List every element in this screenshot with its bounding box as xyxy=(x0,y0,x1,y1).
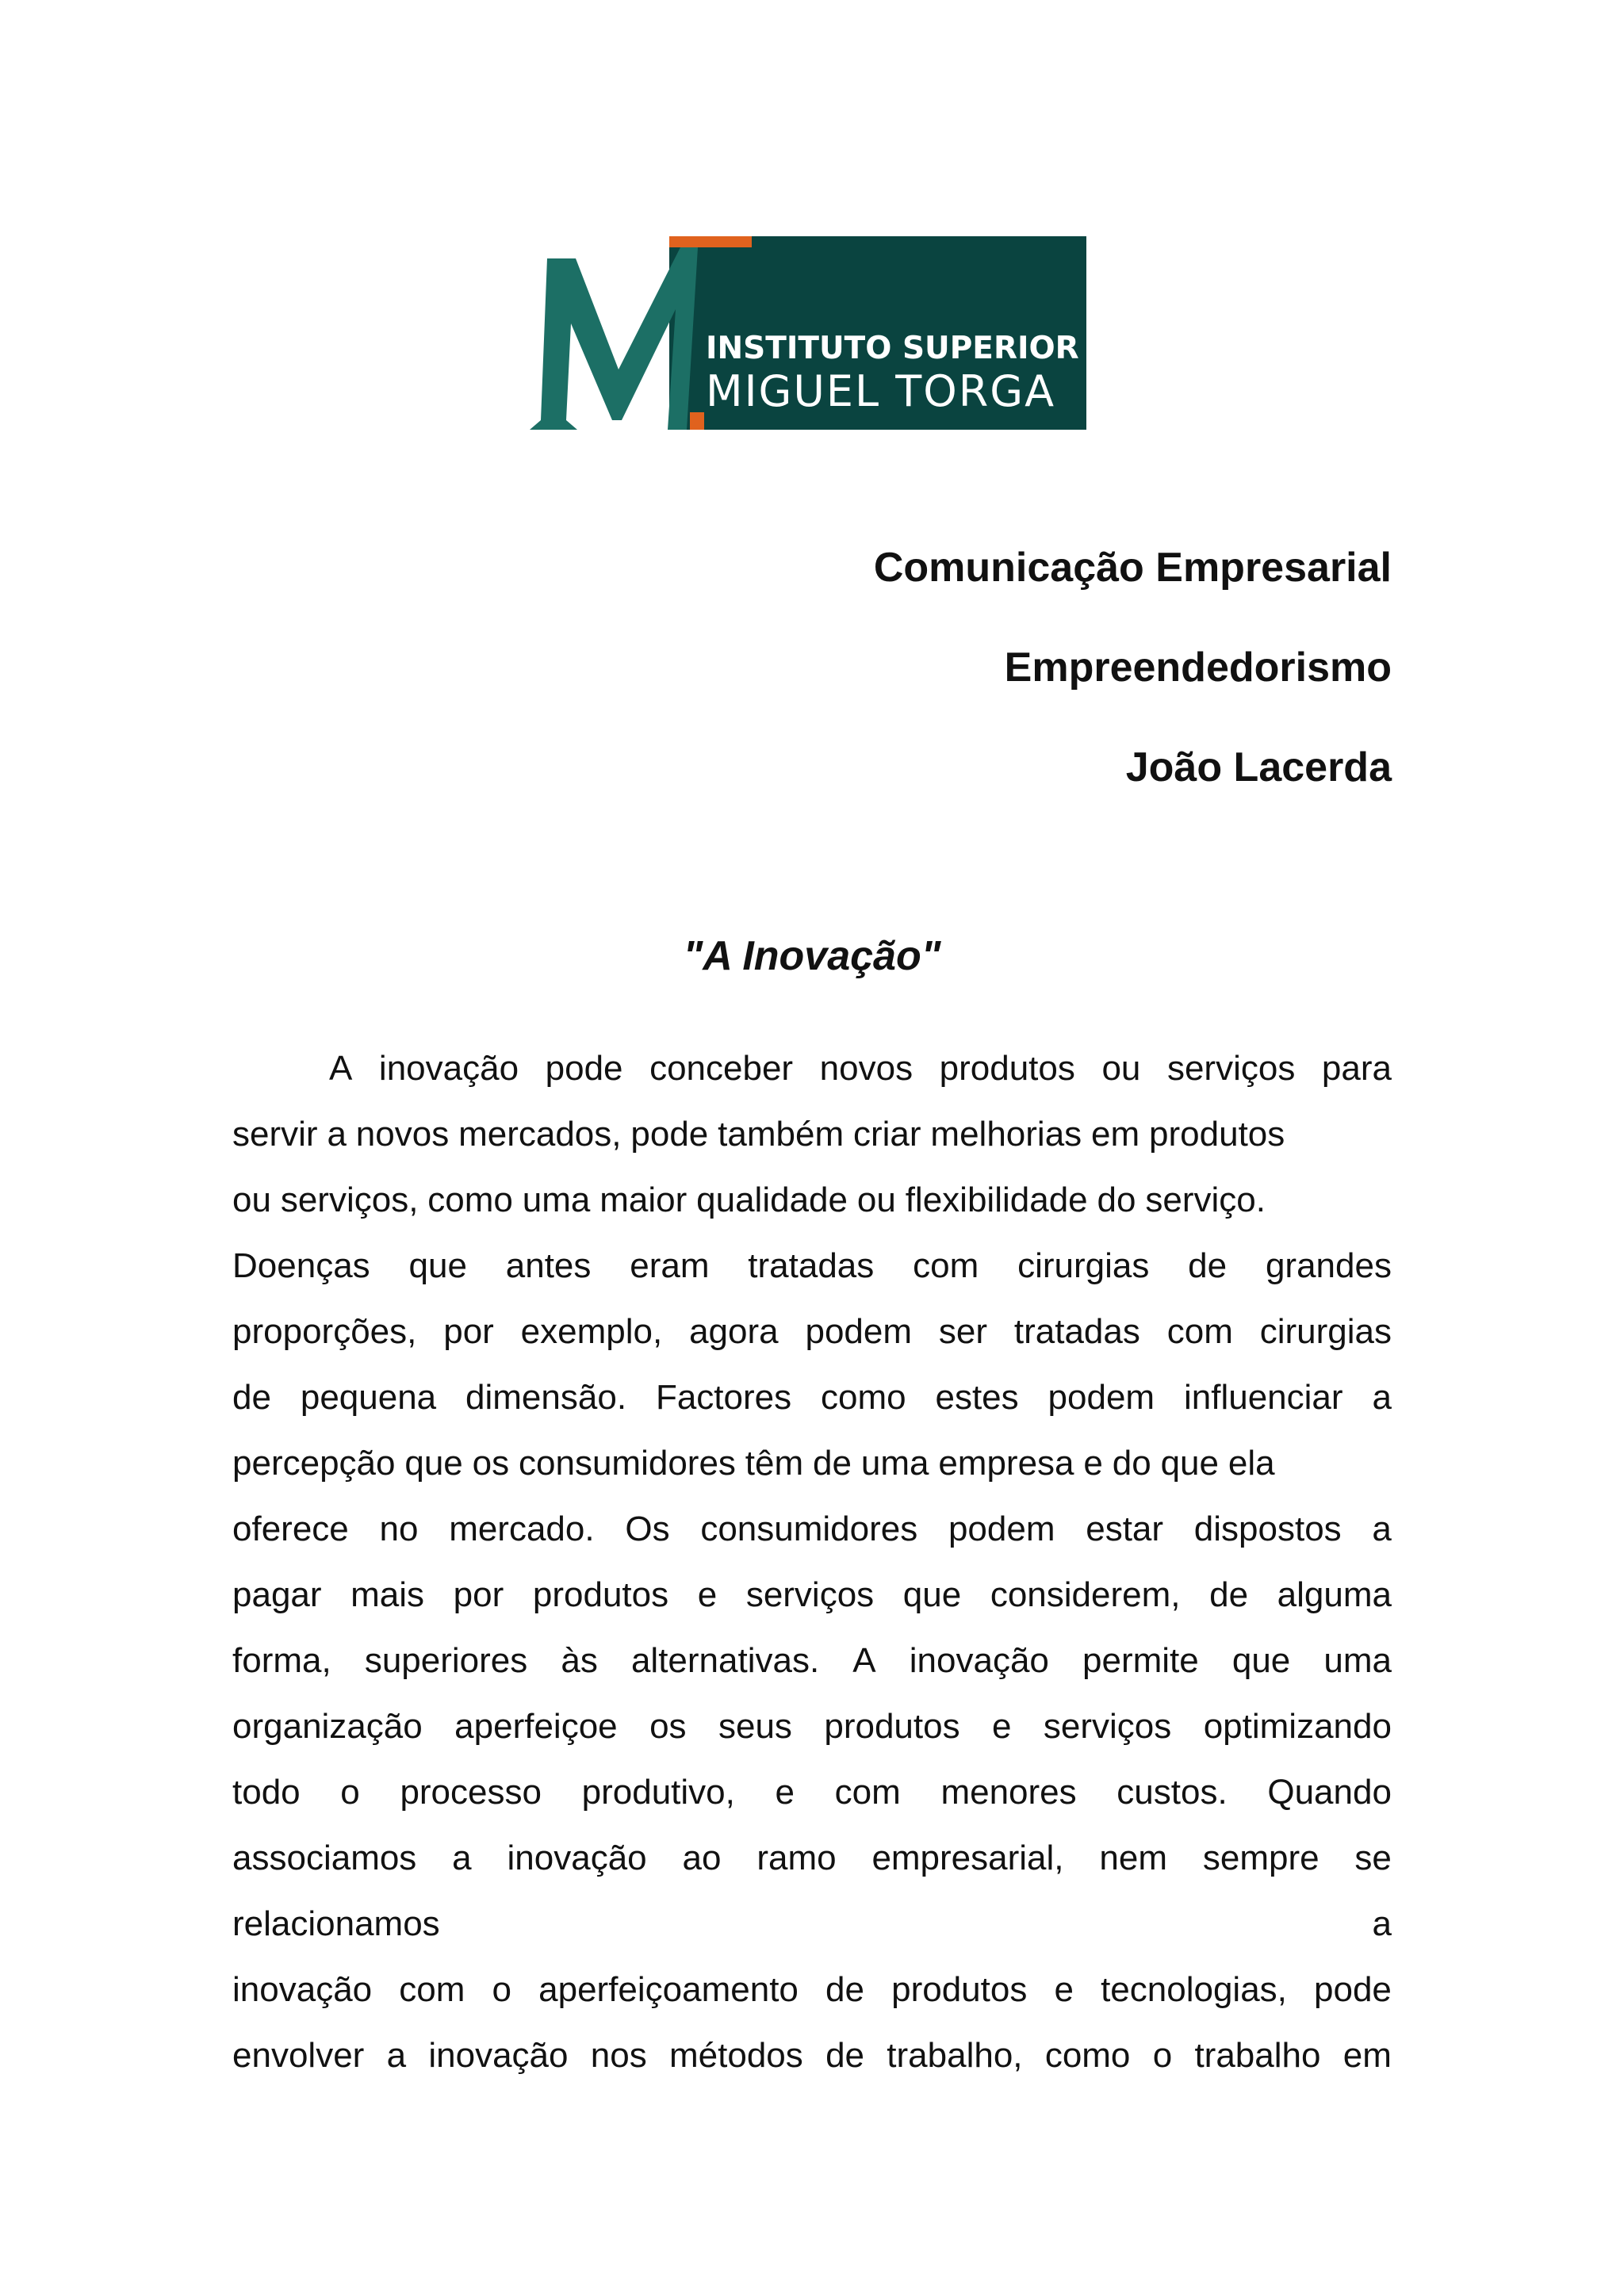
body-line xyxy=(232,1835,1392,1900)
body-word: o xyxy=(492,1970,511,2009)
body-word: em xyxy=(1342,2036,1392,2075)
body-word: cirurgias xyxy=(1259,1312,1392,1351)
body-word: pode xyxy=(545,1049,623,1088)
body-word: pode xyxy=(630,1115,709,1154)
body-word: e xyxy=(775,1773,795,1812)
body-word: como xyxy=(427,1181,513,1219)
body-line xyxy=(232,1308,1392,1374)
body-word: têm xyxy=(745,1444,804,1483)
body-word: novos xyxy=(355,1115,450,1154)
body-word: alguma xyxy=(1277,1575,1392,1614)
body-word: relacionamos xyxy=(232,1904,440,1943)
body-word: mais xyxy=(350,1575,425,1614)
body-word: seus xyxy=(718,1707,792,1746)
body-word: ao xyxy=(682,1839,722,1877)
body-word: que xyxy=(1231,1641,1291,1680)
body-word: menores xyxy=(940,1773,1077,1812)
body-word: A xyxy=(329,1049,353,1088)
body-word: ou xyxy=(856,1181,896,1219)
body-word: e xyxy=(992,1707,1012,1746)
body-word: Os xyxy=(625,1510,670,1548)
body-line xyxy=(232,1374,1392,1440)
subject-name: Empreendedorismo xyxy=(1004,645,1392,691)
body-word: com xyxy=(399,1970,465,2009)
body-word: mercados, xyxy=(458,1115,622,1154)
body-line xyxy=(232,1900,1392,1966)
body-word: o xyxy=(340,1773,360,1812)
body-word: ramo xyxy=(756,1839,837,1877)
body-word: produtos xyxy=(1149,1115,1285,1154)
body-word: novos xyxy=(819,1049,914,1088)
body-word: podem xyxy=(805,1312,913,1351)
body-line xyxy=(232,1242,1392,1308)
body-word: dimensão. xyxy=(465,1378,627,1417)
body-word: grandes xyxy=(1265,1246,1392,1285)
body-word: associamos xyxy=(232,1839,417,1877)
body-word: trabalho xyxy=(1194,2036,1321,2075)
body-word: de xyxy=(1209,1575,1249,1614)
body-word: percepção xyxy=(232,1444,396,1483)
body-word: uma xyxy=(860,1444,929,1483)
body-word: proporções, xyxy=(232,1312,417,1351)
body-word: exemplo, xyxy=(520,1312,663,1351)
body-line xyxy=(232,1637,1392,1703)
body-word: como xyxy=(1044,2036,1131,2075)
body-word: inovação xyxy=(378,1049,519,1088)
body-word: de xyxy=(825,2036,865,2075)
body-line xyxy=(232,1506,1392,1571)
body-line xyxy=(232,2032,1392,2098)
body-word: superiores xyxy=(364,1641,528,1680)
body-word: o xyxy=(1152,2036,1173,2075)
body-word: do xyxy=(1112,1444,1151,1483)
body-word: empresarial, xyxy=(871,1839,1064,1877)
body-word: todo xyxy=(232,1773,301,1812)
body-word: às xyxy=(561,1641,598,1680)
body-word: e xyxy=(1083,1444,1103,1483)
body-word: com xyxy=(1166,1312,1233,1351)
body-word: Doenças xyxy=(232,1246,370,1285)
body-word: serviços xyxy=(1166,1049,1296,1088)
body-word: estes xyxy=(935,1378,1019,1417)
body-word: criar xyxy=(852,1115,921,1154)
body-line xyxy=(232,1111,1392,1177)
course-name: Comunicação Empresarial xyxy=(873,545,1392,591)
body-line xyxy=(232,1177,1392,1242)
body-word: uma xyxy=(1323,1641,1392,1680)
body-word: e xyxy=(1054,1970,1074,2009)
essay-body xyxy=(232,1045,1392,2098)
body-word: mercado. xyxy=(449,1510,595,1548)
body-word: e xyxy=(697,1575,718,1614)
body-word: pequena xyxy=(300,1378,437,1417)
body-word: conceber xyxy=(649,1049,794,1088)
essay-title: "A Inovação" xyxy=(683,933,941,979)
body-word: que xyxy=(408,1246,467,1285)
body-word: trabalho, xyxy=(887,2036,1023,2075)
body-word: influenciar xyxy=(1183,1378,1343,1417)
body-word: produtos xyxy=(532,1575,669,1614)
body-word: a xyxy=(1372,1510,1392,1548)
body-word: com xyxy=(834,1773,901,1812)
body-word: inovação xyxy=(428,2036,569,2075)
institute-logo xyxy=(530,236,1086,430)
body-word: uma xyxy=(522,1181,591,1219)
body-word: podem xyxy=(1048,1378,1155,1417)
body-word: envolver xyxy=(232,2036,365,2075)
body-word: métodos xyxy=(669,2036,803,2075)
body-word: consumidores xyxy=(700,1510,918,1548)
body-word: ela xyxy=(1228,1444,1275,1483)
body-word: serviços xyxy=(745,1575,875,1614)
body-word: se xyxy=(1354,1839,1392,1877)
body-word: no xyxy=(379,1510,419,1548)
body-word: aperfeiçoamento xyxy=(538,1970,799,2009)
body-word: produtos xyxy=(824,1707,960,1746)
body-word: produtos xyxy=(891,1970,1028,2009)
body-word: custos. xyxy=(1116,1773,1228,1812)
body-word: maior xyxy=(599,1181,688,1219)
body-word: ser xyxy=(938,1312,988,1351)
body-word: consumidores xyxy=(519,1444,736,1483)
body-word: podem xyxy=(948,1510,1055,1548)
body-word: do xyxy=(1097,1181,1136,1219)
body-word: considerem, xyxy=(990,1575,1181,1614)
logo-accent-top xyxy=(669,236,752,247)
body-word: serviços, xyxy=(280,1181,419,1219)
body-word: a xyxy=(452,1839,472,1877)
body-word: com xyxy=(913,1246,979,1285)
body-word: por xyxy=(443,1312,494,1351)
body-word: organização xyxy=(232,1707,423,1746)
body-word: serviço. xyxy=(1145,1181,1266,1219)
body-word: inovação xyxy=(507,1839,647,1877)
body-word: servir xyxy=(232,1115,318,1154)
body-word: nos xyxy=(590,2036,647,2075)
body-word: serviços xyxy=(1043,1707,1172,1746)
body-line xyxy=(232,1571,1392,1637)
body-word: melhorias xyxy=(930,1115,1082,1154)
body-word: tecnologias, xyxy=(1101,1970,1287,2009)
body-word: optimizando xyxy=(1203,1707,1392,1746)
body-word: ou xyxy=(232,1181,271,1219)
body-line xyxy=(232,1703,1392,1769)
body-word: também xyxy=(718,1115,845,1154)
body-word: de xyxy=(813,1444,852,1483)
body-word: nem xyxy=(1099,1839,1167,1877)
body-word: agora xyxy=(689,1312,779,1351)
body-word: pode xyxy=(1314,1970,1392,2009)
body-word: cirurgias xyxy=(1017,1246,1150,1285)
body-word: de xyxy=(825,1970,864,2009)
body-word: pagar xyxy=(232,1575,322,1614)
body-word: eram xyxy=(630,1246,710,1285)
body-word: A xyxy=(852,1641,876,1680)
body-word: em xyxy=(1091,1115,1140,1154)
body-word: qualidade xyxy=(696,1181,848,1219)
body-word: a xyxy=(1372,1904,1392,1943)
body-word: oferece xyxy=(232,1510,349,1548)
body-word: Quando xyxy=(1267,1773,1392,1812)
body-word: de xyxy=(1188,1246,1228,1285)
body-word: estar xyxy=(1086,1510,1164,1548)
body-word: a xyxy=(327,1115,347,1154)
body-word: os xyxy=(472,1444,510,1483)
body-word: dispostos xyxy=(1193,1510,1342,1548)
body-word: inovação xyxy=(909,1641,1049,1680)
body-word: que xyxy=(404,1444,463,1483)
body-word: para xyxy=(1321,1049,1392,1088)
body-word: inovação xyxy=(232,1970,373,2009)
body-word: sempre xyxy=(1202,1839,1320,1877)
body-word: os xyxy=(649,1707,687,1746)
body-word: processo xyxy=(400,1773,542,1812)
body-word: forma, xyxy=(232,1641,331,1680)
body-word: por xyxy=(453,1575,504,1614)
logo-text-line2: MIGUEL TORGA xyxy=(706,366,1056,416)
body-word: produtos xyxy=(939,1049,1075,1088)
body-word: aperfeiçoe xyxy=(454,1707,618,1746)
body-line xyxy=(232,1045,1392,1111)
body-word: tratadas xyxy=(1013,1312,1140,1351)
body-line xyxy=(232,1966,1392,2032)
body-word: permite xyxy=(1082,1641,1199,1680)
body-word: como xyxy=(821,1378,906,1417)
body-word: que xyxy=(1160,1444,1219,1483)
body-word: produtivo, xyxy=(581,1773,735,1812)
body-word: que xyxy=(902,1575,962,1614)
logo-text-line1: INSTITUTO SUPERIOR xyxy=(706,331,1079,366)
body-line xyxy=(232,1440,1392,1506)
body-word: Factores xyxy=(655,1378,792,1417)
logo-accent-bottom xyxy=(690,412,704,430)
body-word: flexibilidade xyxy=(905,1181,1088,1219)
body-word: a xyxy=(1372,1378,1392,1417)
body-word: a xyxy=(386,2036,407,2075)
body-word: alternativas. xyxy=(630,1641,820,1680)
author-name: João Lacerda xyxy=(1125,744,1392,790)
body-word: tratadas xyxy=(748,1246,875,1285)
body-word: empresa xyxy=(938,1444,1074,1483)
body-word: ou xyxy=(1101,1049,1141,1088)
body-word: antes xyxy=(505,1246,592,1285)
body-line xyxy=(232,1769,1392,1835)
body-word: de xyxy=(232,1378,271,1417)
